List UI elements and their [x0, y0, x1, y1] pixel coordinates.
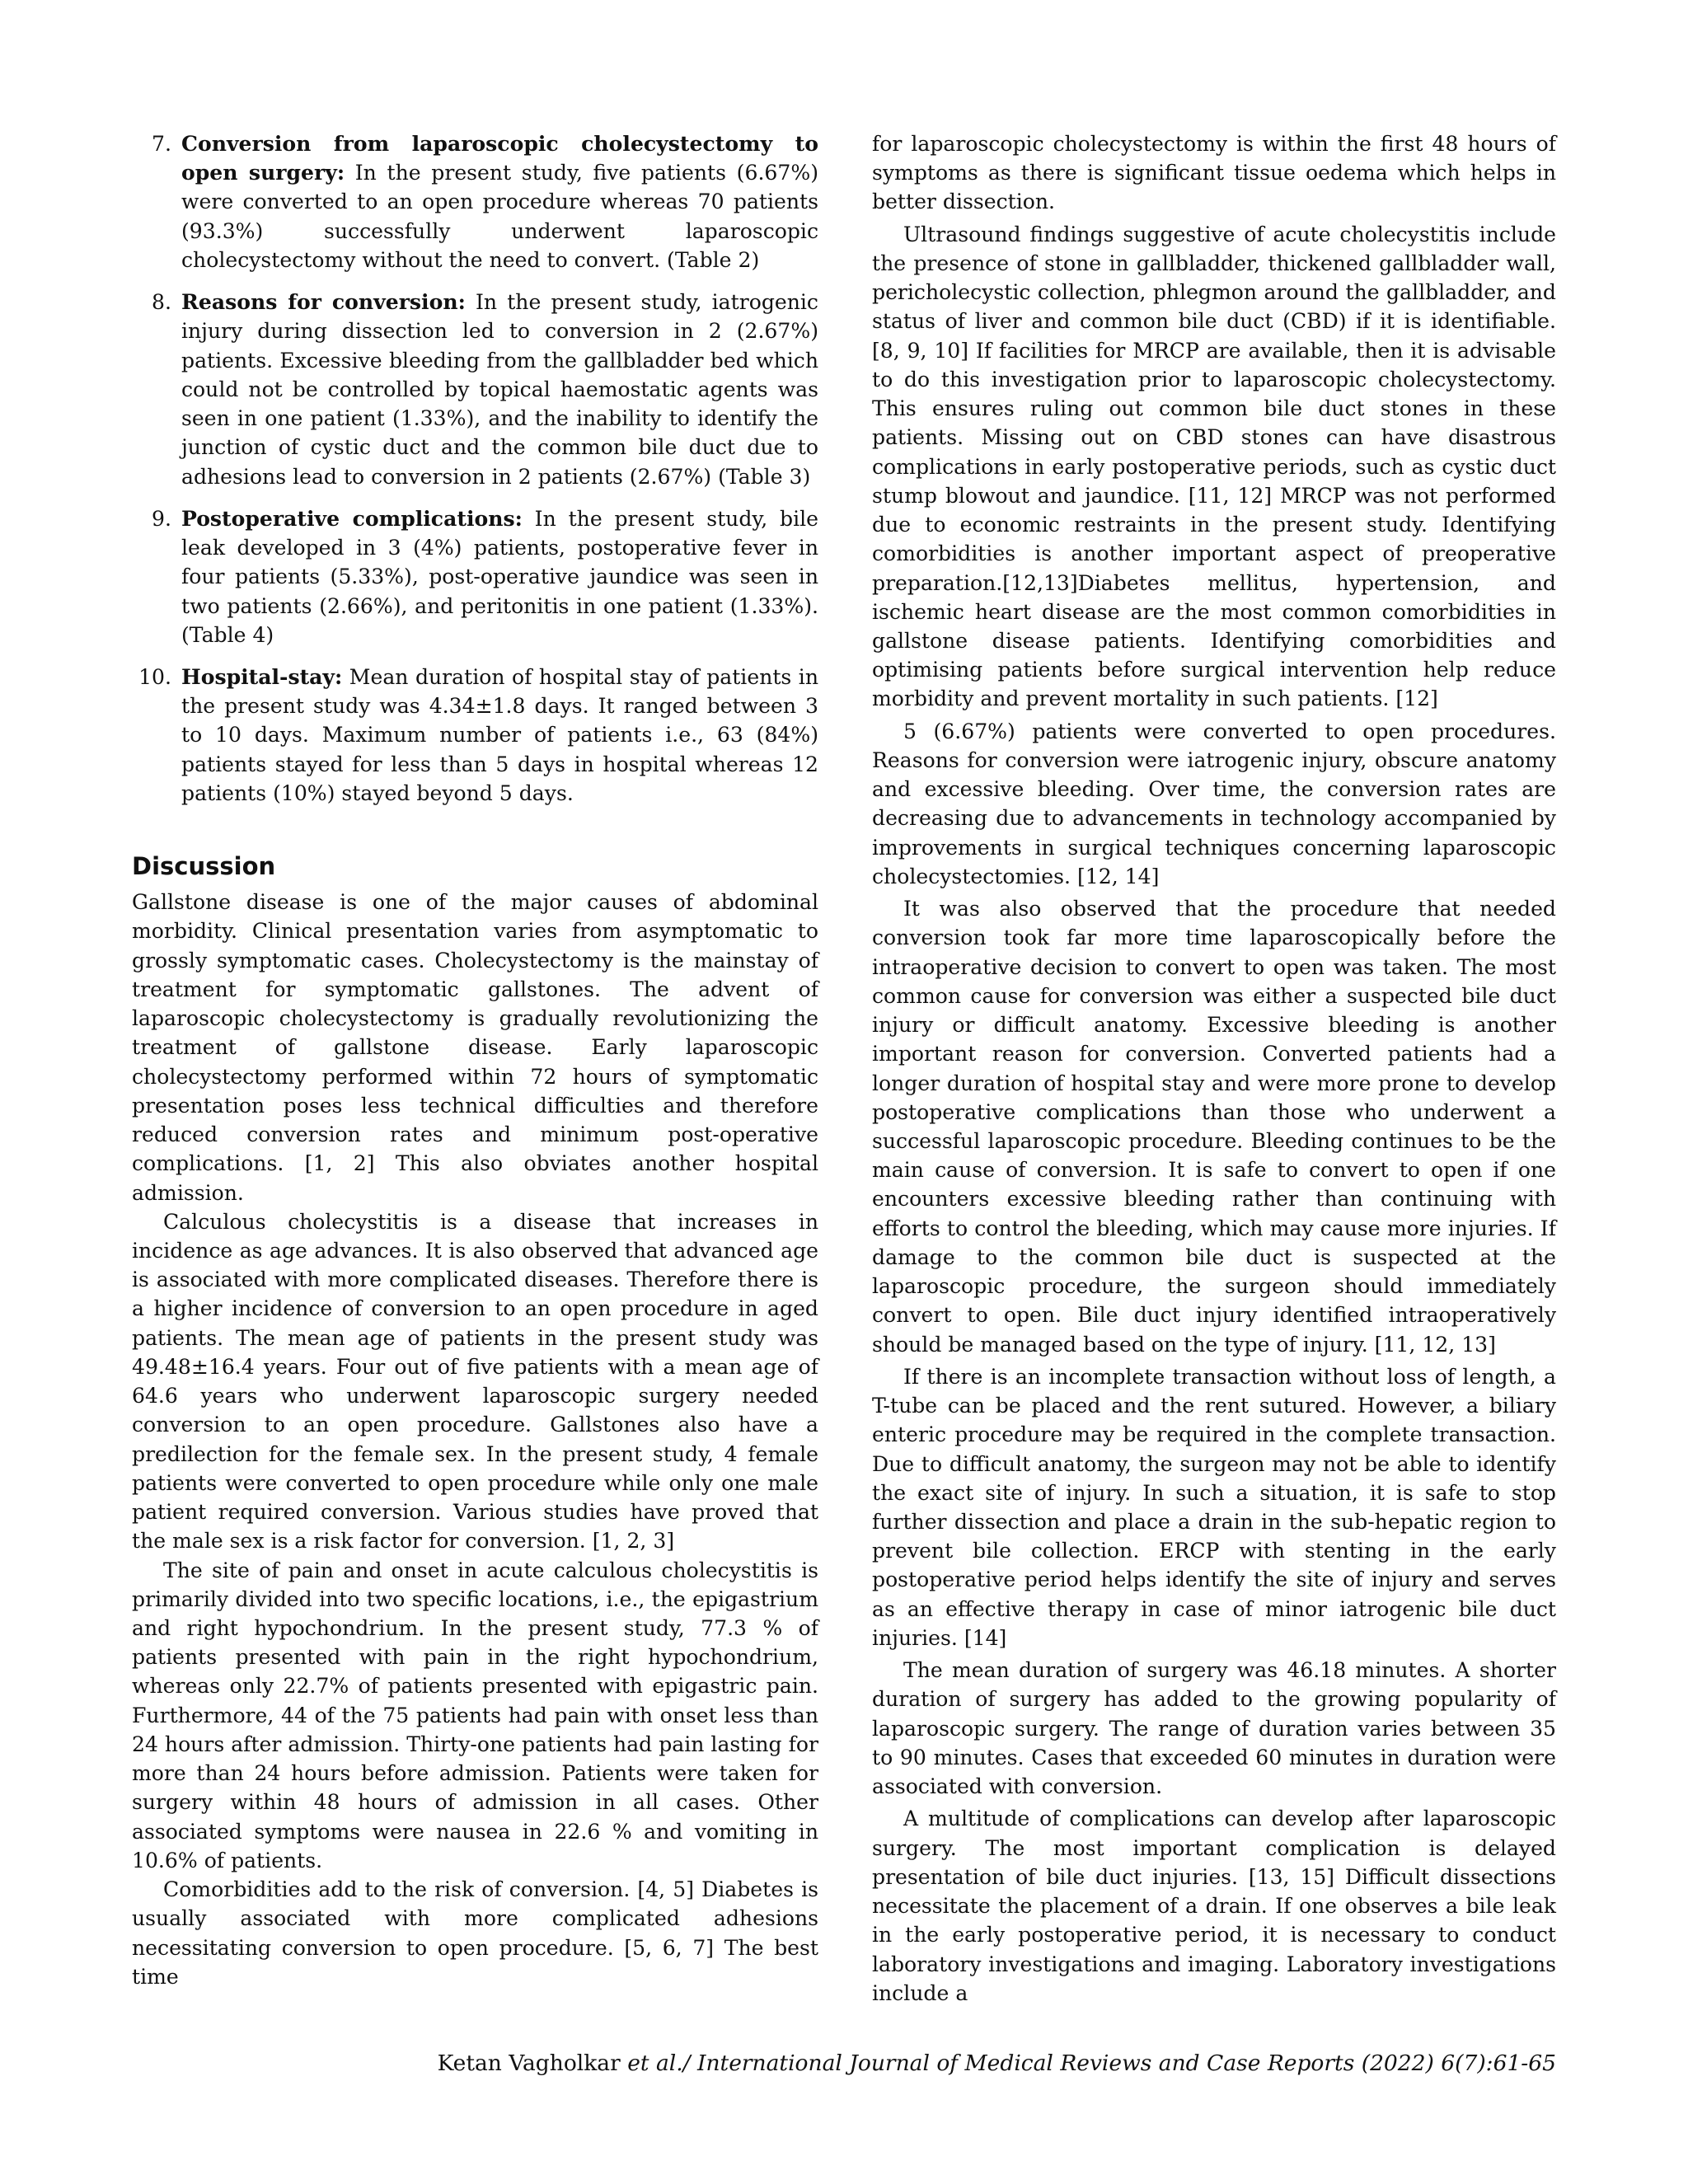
list-item-text: In the present study, five patients (6.67%) were converted to an open procedure whereas 70 patients (93.3%) successfully underwent laparoscopic cholecystectomy without the need to convert. (Table 2) [181, 161, 818, 272]
list-item-title: Hospital-stay: [181, 663, 343, 689]
paragraph: Gallstone disease is one of the major causes of abdominal morbidity. Clinical presentation varies from asymptomatic to grossly symptomatic cases. Cholecystectomy is the mainstay of treatment for symptomatic gallstones. The advent of laparoscopic cholecystectomy is gradually revolutionizing the treatment of gallstone disease. Early laparoscopic cholecystectomy performed within 72 hours of symptomatic presentation poses less technical difficulties and therefore reduced conversion rates and minimum post-operative complications. [1, 2] This also obviates another hospital admission. [132, 890, 818, 1205]
right-column [872, 129, 1556, 2008]
list-number: 9. [152, 506, 171, 531]
list-item-conversion [132, 129, 818, 274]
list-number: 7. [152, 132, 171, 156]
list-number: 10. [138, 664, 171, 689]
list-item-title: Reasons for conversion: [181, 289, 466, 315]
list-item-text: Mean duration of hospital stay of patients in the present study was 4.34±1.8 days. It ranged between 3 to 10 days. Maximum number of patients i.e., 63 (84%) patients stayed for less than 5 days in hospital whereas 12 patients (10%) stayed beyond 5 days. [181, 664, 818, 805]
discussion-heading: Discussion [132, 852, 276, 881]
paragraph: Ultrasound findings suggestive of acute cholecystitis include the presence of stone in gallbladder, thickened gallbladder wall, pericholecystic collection, phlegmon around the gallbladder, and status of liver and common bile duct (CBD) if it is identifiable. [8, 9, 10] If facilities for MRCP are available, then it is advisable to do this investigation prior to laparoscopic cholecystectomy. This ensures ruling out common bile duct stones in these patients. Missing out on CBD stones can have disastrous complications in early postoperative periods, such as cystic duct stump blowout and jaundice. [11, 12] MRCP was not performed due to economic restraints in the present study. Identifying comorbidities is another important aspect of preoperative preparation.[12,13]Diabetes mellitus, hypertension, and ischemic heart disease are the most common comorbidities in gallstone disease patients. Identifying comorbidities and optimising patients before surgical intervention help reduce morbidity and prevent mortality in such patients. [12] [872, 222, 1556, 711]
footer-journal: / International Journal of Medical Reviews and Case Reports (2022) 6(7):61-65 [682, 2050, 1556, 2076]
paragraph: for laparoscopic cholecystectomy is within the first 48 hours of symptoms as there is significant tissue oedema which helps in better dissection. [872, 132, 1556, 214]
list-item-title: Postoperative complications: [181, 505, 523, 531]
paragraph: It was also observed that the procedure that needed conversion took far more time laparoscopically before the intraoperative decision to convert to open was taken. The most common cause for conversion was either a suspected bile duct injury or difficult anatomy. Excessive bleeding is another important reason for conversion. Converted patients had a longer duration of hospital stay and were more prone to develop postoperative complications than those who underwent a successful laparoscopic procedure. Bleeding continues to be the main cause of conversion. It is safe to convert to open if one encounters excessive bleeding rather than continuing with efforts to control the bleeding, which may cause more injuries. If damage to the common bile duct is suspected at the laparoscopic procedure, the surgeon should immediately convert to open. Bile duct injury identified intraoperatively should be managed based on the type of injury. [11, 12, 13] [872, 897, 1556, 1357]
list-number: 8. [152, 290, 171, 315]
paragraph: Comorbidities add to the risk of conversion. [4, 5] Diabetes is usually associated with more complicated adhesions necessitating conversion to open procedure. [5, 6, 7] The best time [132, 1877, 818, 1989]
paragraph: If there is an incomplete transaction without loss of length, a T-tube can be placed and the rent sutured. However, a biliary enteric procedure may be required in the complete transaction. Due to difficult anatomy, the surgeon may not be able to identify the exact site of injury. In such a situation, it is safe to stop further dissection and place a drain in the sub-hepatic region to prevent bile collection. ERCP with stenting in the early postoperative period helps identify the site of injury and serves as an effective therapy in case of minor iatrogenic bile duct injuries. [14] [872, 1364, 1556, 1650]
list-item-text: In the present study, iatrogenic injury during dissection led to conversion in 2 (2.67%) patients. Excessive bleeding from the gallbladder bed which could not be controlled by topical haemostatic agents was seen in one patient (1.33%), and the inability to identify the junction of cystic duct and the common bile duct due to adhesions lead to conversion in 2 patients (2.67%) (Table 3) [181, 290, 818, 489]
paragraph: Calculous cholecystitis is a disease that increases in incidence as age advances. It is also observed that advanced age is associated with more complicated diseases. Therefore there is a higher incidence of conversion to an open procedure in aged patients. The mean age of patients in the present study was 49.48±16.4 years. Four out of five patients with a mean age of 64.6 years who underwent laparoscopic surgery needed conversion to an open procedure. Gallstones also have a predilection for the female sex. In the present study, 4 female patients were converted to open procedure while only one male patient required conversion. Various studies have proved that the male sex is a risk factor for conversion. [1, 2, 3] [132, 1209, 818, 1554]
paragraph: A multitude of complications can develop after laparoscopic surgery. The most important complication is delayed presentation of bile duct injuries. [13, 15] Difficult dissections necessitate the placement of a drain. If one observes a bile leak in the early postoperative period, it is necessary to conduct laboratory investigations and imaging. Laboratory investigations include a [872, 1807, 1556, 2005]
list-item-reasons [132, 288, 818, 491]
list-item-title: Conversion from laparoscopic cholecystectomy to open surgery: [181, 131, 818, 185]
paragraph: 5 (6.67%) patients were converted to open procedures. Reasons for conversion were iatrogenic injury, obscure anatomy and excessive bleeding. Over time, the conversion rates are decreasing due to advancements in technology accompanied by improvements in surgical techniques concerning laparoscopic cholecystectomies. [12, 14] [872, 719, 1556, 888]
list-item-text: In the present study, bile leak developed in 3 (4%) patients, postoperative fever in four patients (5.33%), post-operative jaundice was seen in two patients (2.66%), and peritonitis in one patient (1.33%). (Table 4) [181, 506, 818, 647]
list-item-complications [132, 504, 818, 649]
paragraph: The mean duration of surgery was 46.18 minutes. A shorter duration of surgery has added to the growing popularity of laparoscopic surgery. The range of duration varies between 35 to 90 minutes. Cases that exceeded 60 minutes in duration were associated with conversion. [872, 1658, 1556, 1799]
paragraph: The site of pain and onset in acute calculous cholecystitis is primarily divided into two specific locations, i.e., the epigastrium and right hypochondrium. In the present study, 77.3 % of patients presented with pain in the right hypochondrium, whereas only 22.7% of patients presented with epigastric pain. Furthermore, 44 of the 75 patients had pain with onset less than 24 hours after admission. Thirty-one patients had pain lasting for more than 24 hours before admission. Patients were taken for surgery within 48 hours of admission in all cases. Other associated symptoms were nausea in 22.6 % and vomiting in 10.6% of patients. [132, 1558, 818, 1872]
footer-etal: et al. [627, 2050, 683, 2076]
left-column [132, 129, 818, 1991]
page-footer [438, 2049, 1556, 2079]
list-item-hospital-stay [132, 663, 818, 808]
footer-author: Ketan Vagholkar [437, 2050, 628, 2076]
